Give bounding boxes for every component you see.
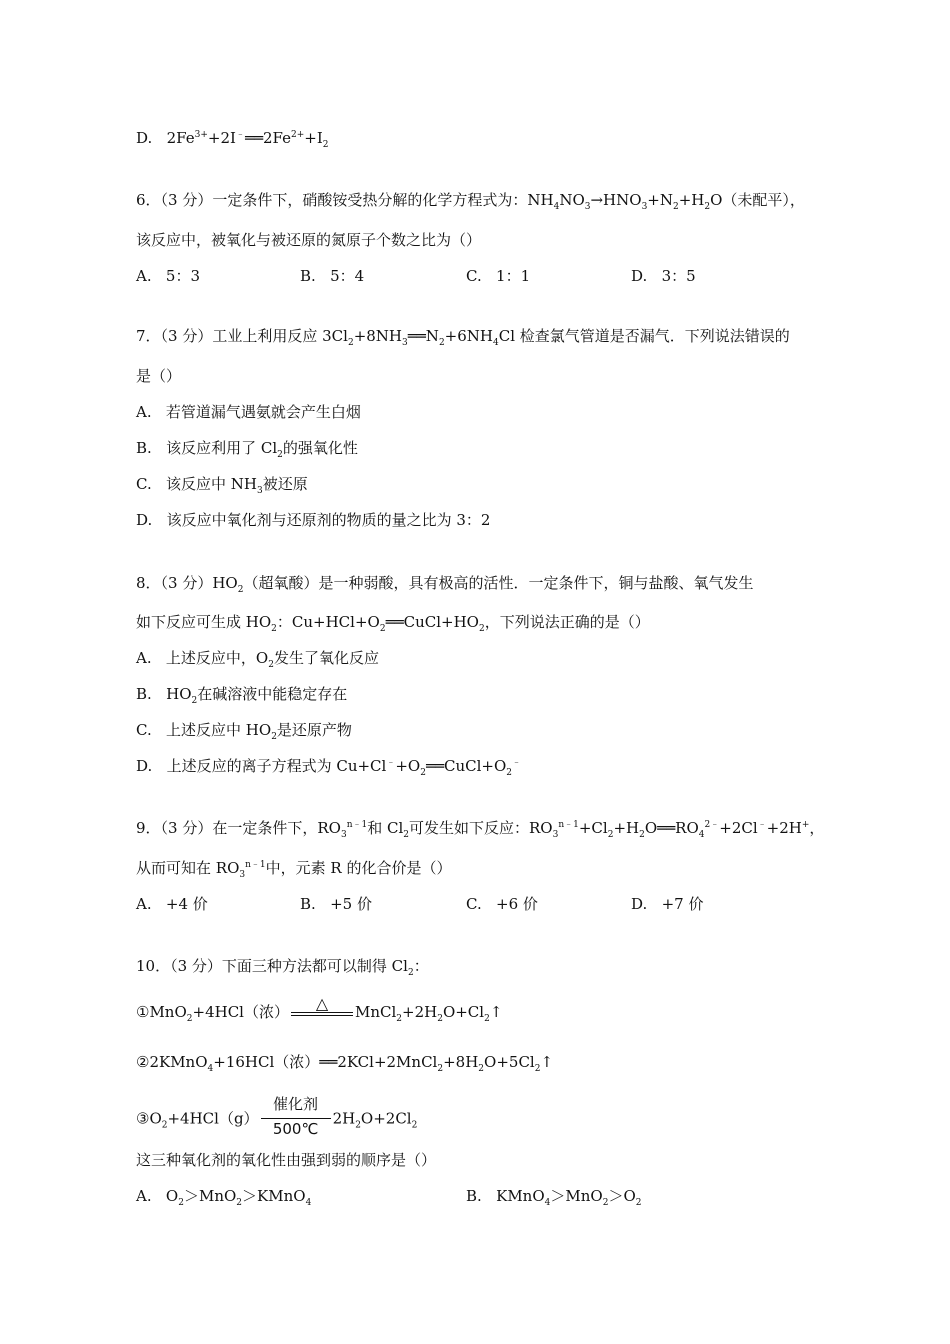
subscript: 3 [239, 870, 246, 880]
subscript: 2 [704, 202, 711, 212]
subscript: 2 [347, 338, 354, 348]
subscript: 3 [552, 830, 559, 840]
text: 从而可知在 RO [136, 859, 240, 877]
subscript: 2 [271, 624, 277, 634]
subscript: 4 [698, 830, 705, 840]
option-label: A. [136, 403, 152, 421]
formula-part: +2I [207, 129, 236, 147]
option-text: KMnO [496, 1187, 545, 1205]
q7-stem-line2: 是（） [136, 367, 182, 385]
formula-part: ══2Fe [244, 129, 292, 147]
option-text: 被还原 [262, 475, 308, 493]
text: +2H [766, 819, 802, 837]
subscript: 2 [673, 202, 679, 212]
formula-part: +4HCl（g） [167, 1109, 259, 1128]
text: ：Cu+HCl+O [276, 613, 380, 631]
subscript: 3 [257, 486, 263, 496]
q8-stem-line2 [136, 612, 650, 632]
subscript: 2 [478, 624, 485, 634]
subscript: 2 [161, 1120, 168, 1131]
superscript: ﹣ [386, 758, 396, 768]
subscript: 2 [186, 1014, 193, 1024]
q6-option-a [136, 266, 200, 286]
formula-part: +16HCl（浓）══2KCl+2MnCl [213, 1053, 438, 1071]
option-text: 若管道漏气遇氨就会产生白烟 [165, 403, 361, 421]
text: +H [678, 191, 705, 209]
q9-stem-line2 [136, 858, 451, 878]
q8-option-d [136, 756, 521, 776]
option-label: B. [300, 267, 316, 285]
formula-part: +2H [402, 1003, 438, 1021]
formula-part: MnCl [354, 1003, 397, 1021]
subscript: 2 [478, 1064, 485, 1074]
gas-arrow: ↑ [489, 1003, 503, 1021]
q8-option-b [136, 684, 347, 704]
subscript: 4 [553, 202, 560, 212]
superscript: n﹣1 [245, 860, 266, 870]
subscript: 2 [534, 1064, 541, 1074]
option-text: 发生了氧化反应 [273, 649, 379, 667]
option-label: A. [136, 649, 152, 667]
option-label: D. [631, 267, 648, 285]
text: 如下反应可生成 HO [136, 613, 272, 631]
formula-part: ①MnO [136, 1003, 187, 1021]
subscript: 2 [379, 624, 386, 634]
option-label: B. [136, 685, 152, 703]
option-text: 上述反应的离子方程式为 Cu+Cl [166, 757, 387, 775]
q7-option-c [136, 474, 308, 494]
text: Cl 检查氯气管道是否漏气．下列说法错误的 [498, 327, 790, 345]
text: 7．（3 分）工业上利用反应 3Cl [136, 327, 348, 345]
superscript: ﹣ [235, 130, 245, 140]
q7-option-d [136, 510, 490, 530]
subscript: 4 [493, 338, 499, 348]
subscript: 2 [635, 1198, 642, 1208]
text: ══N [407, 327, 439, 345]
subscript: 2 [438, 338, 445, 348]
option-text: 该反应中 NH [166, 475, 258, 493]
text: ： [413, 957, 429, 975]
option-label: D. [631, 895, 648, 913]
heating-condition-sign [291, 996, 353, 1016]
option-text: ＞O [608, 1187, 636, 1205]
subscript: 2 [639, 830, 645, 840]
subscript: 2 [191, 696, 198, 706]
q5-option-d [136, 128, 329, 148]
temperature-label: 500℃ [272, 1120, 319, 1138]
subscript: 2 [484, 1014, 490, 1024]
text: 中，元素 R 的化合价是（） [265, 859, 452, 877]
superscript: + [801, 820, 810, 830]
formula-part: 2Fe [166, 129, 195, 147]
text: 可发生如下反应：RO [409, 819, 553, 837]
subscript: 2 [607, 830, 614, 840]
text: +H [613, 819, 640, 837]
formula-part: O+Cl [442, 1003, 485, 1021]
text: +N [647, 191, 673, 209]
option-label: A. [136, 895, 152, 913]
superscript: 2﹣ [704, 820, 720, 830]
text: O（未配平）， [710, 191, 805, 209]
q9-option-d [631, 894, 703, 914]
subscript: 3 [402, 338, 408, 348]
subscript: 3 [584, 202, 591, 212]
option-text: 上述反应中 HO [166, 721, 272, 739]
q9-option-c [466, 894, 538, 914]
text: （超氧酸）是一种弱酸，具有极高的活性．一定条件下，铜与盐酸、氧气发生 [243, 574, 754, 592]
superscript: n﹣1 [346, 820, 368, 830]
option-text: 该反应利用了 Cl [166, 439, 278, 457]
option-text: 上述反应中，O [165, 649, 269, 667]
text: +Cl [578, 819, 608, 837]
option-text: 该反应中氧化剂与还原剂的物质的量之比为 3：2 [166, 511, 491, 529]
option-text: +6 价 [496, 895, 538, 913]
text: 8．（3 分）HO [136, 574, 238, 592]
subscript: 2 [420, 768, 426, 778]
option-text: 5：3 [165, 267, 201, 285]
option-text: 3：5 [661, 267, 696, 285]
formula-part: +4HCl（浓） [192, 1003, 289, 1021]
subscript: 4 [305, 1198, 312, 1208]
q10-stem-line1 [136, 956, 429, 976]
q7-option-a [136, 402, 361, 422]
superscript: 3+ [194, 130, 208, 140]
text: O══RO [644, 819, 699, 837]
q6-option-b [300, 266, 364, 286]
q9-option-a [136, 894, 208, 914]
q8-stem-line1 [136, 573, 753, 593]
option-label: A. [136, 267, 152, 285]
q10-equation-1 [136, 994, 503, 1024]
option-label: B. [466, 1187, 482, 1205]
option-text: +O [395, 757, 421, 775]
subscript: 2 [396, 1014, 402, 1024]
delta-icon: △ [315, 994, 329, 1013]
text: +6NH [444, 327, 493, 345]
subscript: 3 [641, 202, 648, 212]
option-text: 在碱溶液中能稳定存在 [197, 685, 348, 703]
option-text: +4 价 [165, 895, 208, 913]
subscript: 4 [544, 1198, 551, 1208]
superscript: ﹣ [512, 758, 522, 768]
text: NO [559, 191, 585, 209]
subscript: 2 [271, 732, 277, 742]
subscript: 4 [207, 1064, 214, 1074]
q6-stem-line1 [136, 190, 805, 210]
equals-bar [291, 1015, 353, 1016]
subscript: 3 [340, 830, 347, 840]
option-text: 5：4 [330, 267, 365, 285]
q9-stem-line1 [136, 818, 824, 838]
q10-equation-3 [136, 1095, 418, 1139]
q9-option-b [300, 894, 372, 914]
superscript: n﹣1 [558, 820, 579, 830]
option-label: C. [466, 895, 482, 913]
subscript: 2 [236, 1198, 243, 1208]
option-text: HO [166, 685, 192, 703]
text: +8NH [353, 327, 403, 345]
subscript: 2 [506, 768, 513, 778]
q10-question-line: 这三种氧化剂的氧化性由强到弱的顺序是（） [136, 1151, 437, 1169]
q10-equation-2 [136, 1052, 553, 1072]
subscript: 2 [437, 1064, 444, 1074]
text: ，下列说法正确的是（） [484, 613, 650, 631]
subscript: 2 [322, 140, 329, 150]
q6-option-c [466, 266, 530, 286]
subscript: 2 [268, 660, 274, 670]
text: +2Cl [719, 819, 758, 837]
option-text: ＞KMnO [242, 1187, 306, 1205]
option-label: C. [136, 721, 152, 739]
subscript: 2 [178, 1198, 184, 1208]
option-label: B. [300, 895, 316, 913]
option-label: C. [466, 267, 482, 285]
formula-part: +I [304, 129, 323, 147]
text: 9．（3 分）在一定条件下，RO [136, 819, 341, 837]
q8-option-c [136, 720, 352, 740]
text: 6．（3 分）一定条件下，硝酸铵受热分解的化学方程式为：NH [136, 191, 554, 209]
q6-stem-line2: 该反应中，被氧化与被还原的氮原子个数之比为（） [136, 231, 482, 249]
text: ══CuCl+HO [385, 613, 479, 631]
option-text: 1：1 [496, 267, 531, 285]
text: 和 Cl [367, 819, 404, 837]
q6-option-d [631, 266, 696, 286]
option-text: 是还原产物 [276, 721, 352, 739]
subscript: 2 [411, 1120, 418, 1131]
formula-part: O+2Cl [360, 1109, 412, 1128]
option-label: B. [136, 439, 152, 457]
formula-part: O+5Cl [484, 1053, 535, 1071]
option-label: D. [136, 511, 153, 529]
q7-stem-line1 [136, 326, 790, 346]
formula-part: ②2KMnO [136, 1053, 208, 1071]
option-label: D. [136, 129, 153, 147]
text: →HNO [590, 191, 642, 209]
gas-arrow: ↑ [540, 1053, 554, 1071]
subscript: 2 [403, 830, 409, 840]
option-text: ＞MnO [550, 1187, 603, 1205]
superscript: 2+ [291, 130, 305, 140]
subscript: 2 [437, 1014, 443, 1024]
q10-option-b [466, 1186, 641, 1206]
catalyst-condition-sign [261, 1095, 331, 1139]
subscript: 2 [277, 450, 283, 460]
option-text: +5 价 [330, 895, 372, 913]
option-text: ＞MnO [183, 1187, 237, 1205]
q10-option-a [136, 1186, 311, 1206]
option-label: A. [136, 1187, 152, 1205]
formula-part: 2H [332, 1109, 356, 1128]
q8-option-a [136, 648, 379, 668]
option-label: D. [136, 757, 153, 775]
text: ， [809, 819, 825, 837]
superscript: ﹣ [757, 820, 767, 830]
option-text: ══CuCl+O [425, 757, 507, 775]
catalyst-label: 催化剂 [273, 1095, 319, 1113]
text: 10．（3 分）下面三种方法都可以制得 Cl [136, 957, 408, 975]
formula-part: +8H [443, 1053, 479, 1071]
subscript: 2 [602, 1198, 609, 1208]
subscript: 2 [407, 968, 414, 978]
formula-part: ③O [136, 1109, 162, 1128]
option-text: 的强氧化性 [282, 439, 358, 457]
option-text: +7 价 [661, 895, 704, 913]
subscript: 2 [355, 1120, 361, 1131]
option-text: O [165, 1187, 179, 1205]
q7-option-b [136, 438, 358, 458]
subscript: 2 [237, 585, 244, 595]
option-label: C. [136, 475, 152, 493]
